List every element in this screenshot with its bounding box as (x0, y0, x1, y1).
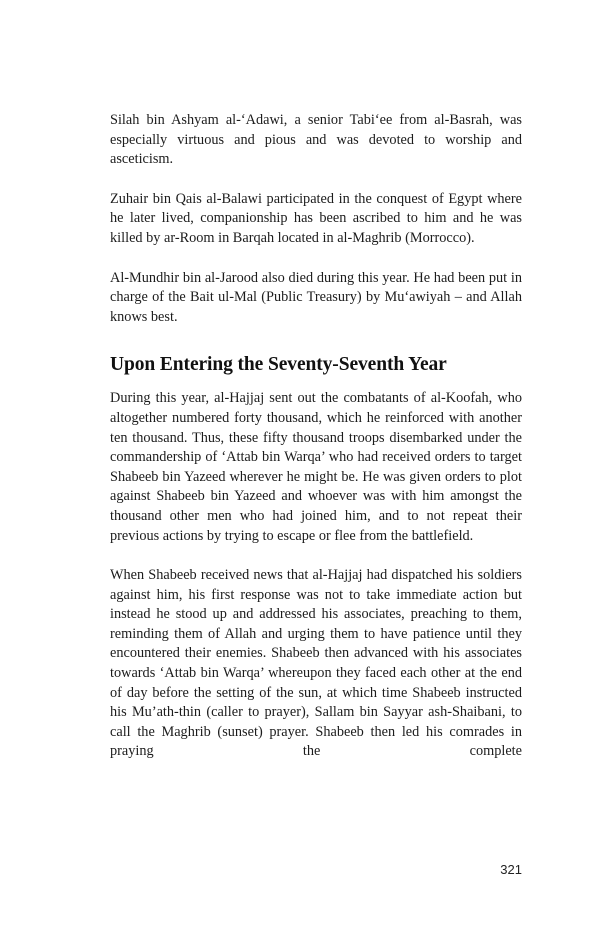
paragraph-al-hajjaj: During this year, al-Hajjaj sent out the combatants of al-Koofah, who altogether numbered forty thousand, which he reinforced with another ten thousand. Thus, these fifty thousand troops disembarked under the commandership of ‘Attab bin Warqa’ who had received orders to target Shabeeb bin Yazeed wherever he might be. He was given orders to plot against Shabeeb bin Yazeed and whoever was with him amongst the thousand other men who had joined him, and to not repeat their previous actions by trying to escape or flee from the battlefield. (110, 390, 522, 544)
paragraph-al-mundhir: Al-Mundhir bin al-Jarood also died during this year. He had been put in charge of the Bait ul-Mal (Public Treasury) by Mu‘awiyah – and Allah knows best. (110, 269, 522, 325)
page-number: 321 (500, 862, 522, 877)
section-heading: Upon Entering the Seventy-Seventh Year (110, 354, 447, 376)
paragraph-shabeeb: When Shabeeb received news that al-Hajjaj had dispatched his soldiers against him, his first response was not to take immediate action but instead he stood up and addressed his associates, preaching to them, reminding them of Allah and urging them to have patience until they encountered their enemies. Shabeeb then advanced with his associates towards ‘Attab bin Warqa’ whereupon they faced each other at the end of day before the setting of the sun, at which time Shabeeb instructed his Mu’ath-thin (caller to prayer), Sallam bin Sayyar ash-Shaibani, to call the Maghrib (sunset) prayer. Shabeeb then led his comrades in praying the complete (110, 567, 522, 760)
page-body (110, 111, 522, 782)
paragraph-zuhair: Zuhair bin Qais al-Balawi participated in the conquest of Egypt where he later lived, companionship has been ascribed to him and he was killed by ar-Room in Barqah located in al-Maghrib (Morrocco). (110, 190, 522, 246)
paragraph-silah: Silah bin Ashyam al-‘Adawi, a senior Tabi‘ee from al-Basrah, was especially virtuous and pious and was devoted to worship and asceticism. (110, 112, 522, 168)
